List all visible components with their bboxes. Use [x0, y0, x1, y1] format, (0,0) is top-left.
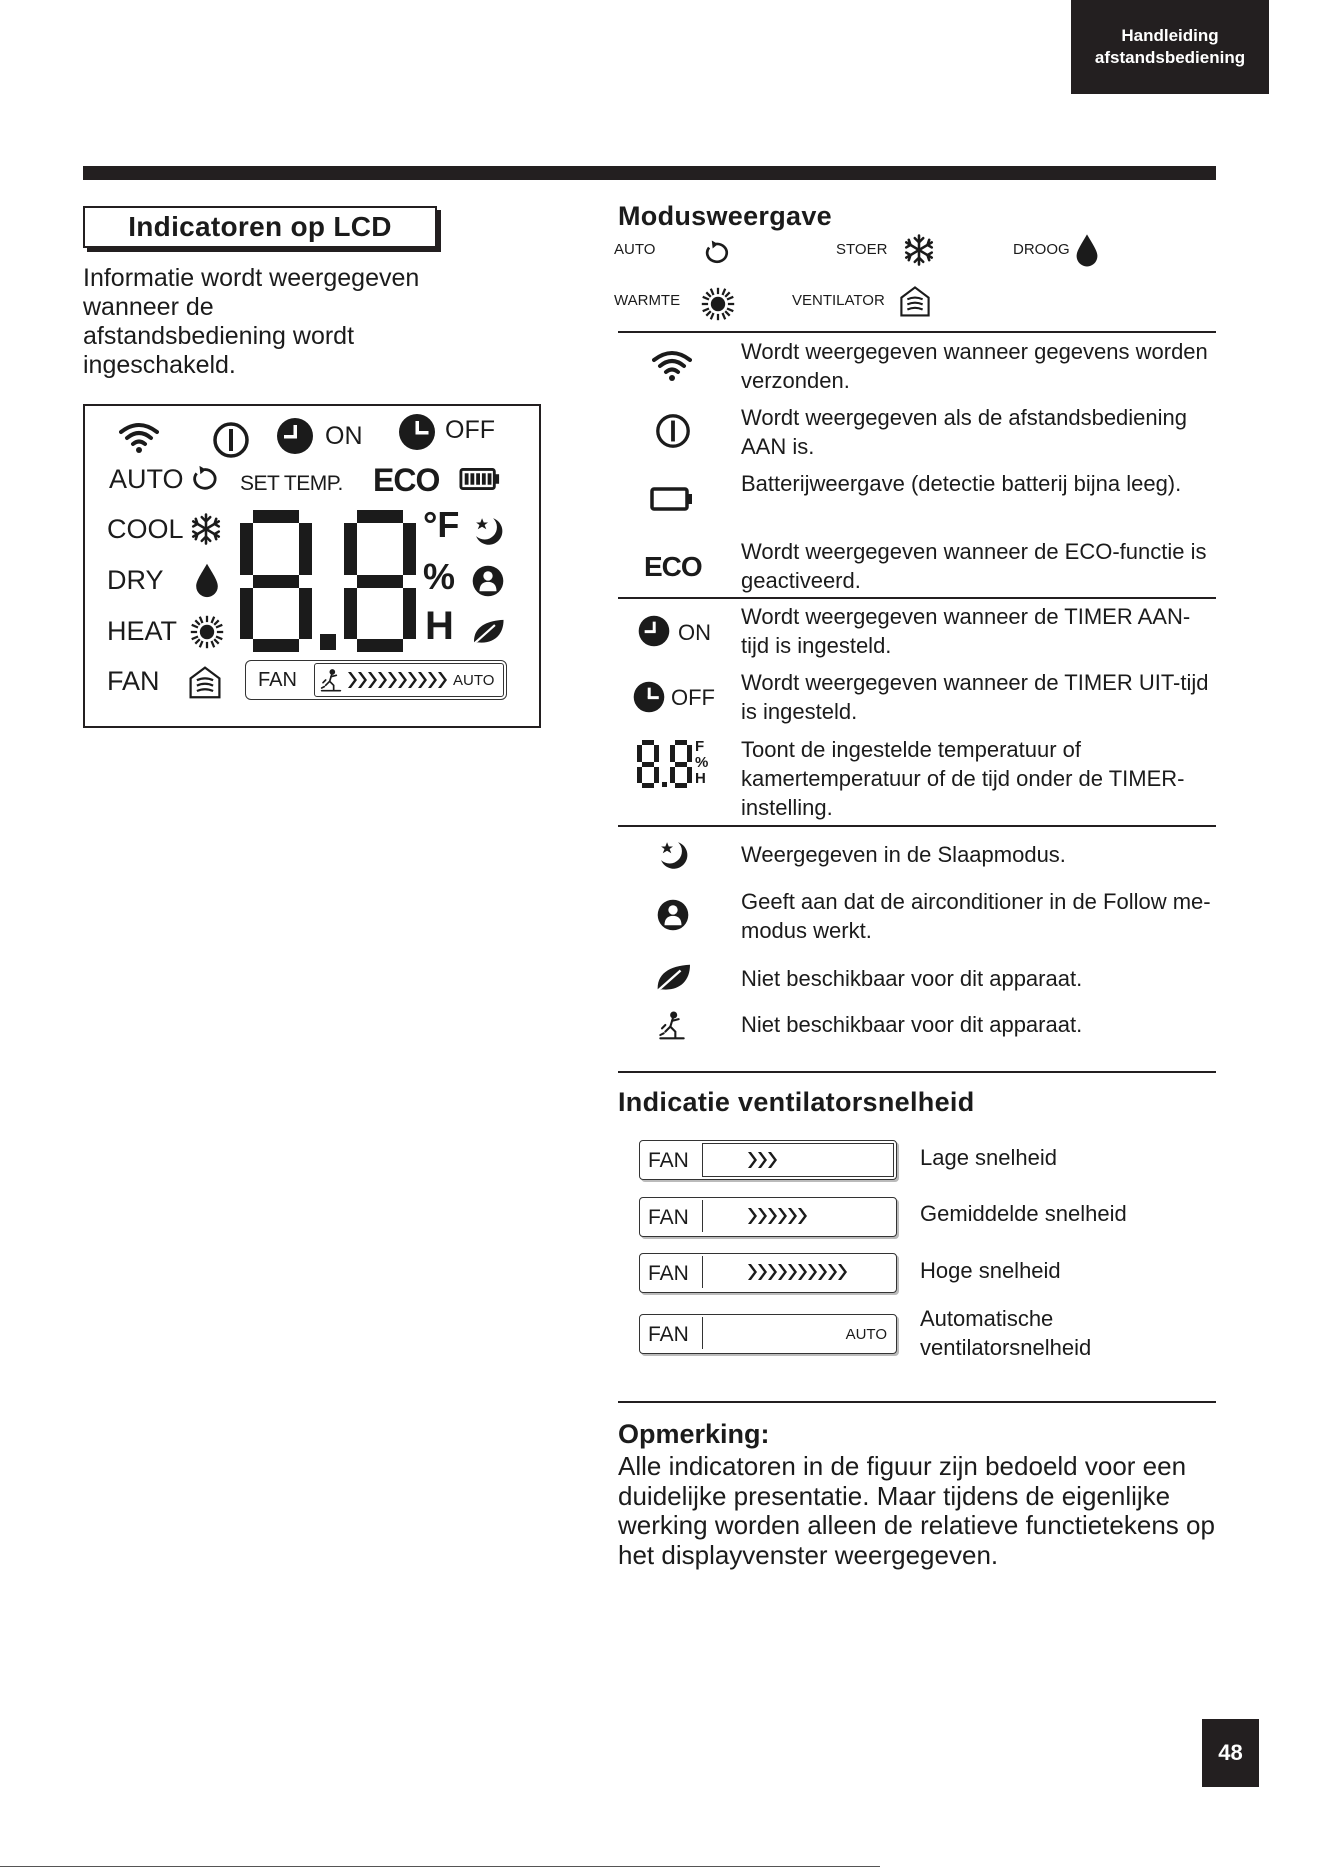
lcd-intro-text: Informatie wordt weergegeven wanneer de afstandsbediening wordt ingeschakeld.	[83, 264, 420, 379]
lcd-fan-bar	[245, 660, 507, 700]
header-line-2: afstandsbediening	[1094, 48, 1246, 67]
mode-droog-label: DROOG	[1013, 241, 1070, 258]
chevron-icon	[827, 1262, 837, 1282]
chevron-icon	[777, 1262, 787, 1282]
lcd-fan-label: FAN	[107, 666, 160, 696]
mini-unit-glyph: H	[695, 770, 706, 787]
timer-off-label: OFF	[671, 685, 715, 710]
drop-icon	[193, 562, 221, 598]
chevron-icon	[747, 1150, 757, 1170]
digit-segment	[240, 523, 253, 575]
chevron-icon	[757, 1150, 767, 1170]
note-body: Alle indicatoren in de figuur zijn bedoeld voor een duidelijke presentatie. Maar tijdens de eigenlijke werking worden alleen de relatieve functietekens op het displayvenster weergegeven.	[618, 1451, 1215, 1570]
mode-stoer-label: STOER	[836, 241, 888, 258]
power-icon	[211, 420, 251, 460]
person-icon	[319, 668, 343, 692]
lcd-dry-label: DRY	[107, 565, 164, 595]
sun-icon	[700, 286, 736, 322]
battery-full-icon	[459, 466, 501, 492]
lcd-fan-track	[314, 663, 504, 697]
fan-bar-label: FAN	[648, 1262, 689, 1285]
indicator-desc-digits: Toont de ingestelde temperatuur of kamertemperatuur of de tijd onder de TIMER-instelling.	[741, 737, 1185, 820]
indicator-desc-wifi: Wordt weergegeven wanneer gegevens worden verzonden.	[741, 339, 1208, 393]
sleep-icon	[471, 514, 505, 548]
digit-segment	[357, 575, 403, 588]
lcd-cool-label: COOL	[107, 514, 184, 544]
fan-bar-track	[702, 1200, 893, 1232]
digit-segment	[675, 740, 687, 745]
power-icon	[654, 412, 692, 450]
fan-bar-auto-label: AUTO	[845, 1326, 887, 1343]
chevron-icon	[367, 670, 377, 690]
digit-decimal-point	[320, 634, 336, 650]
wifi-icon	[652, 348, 692, 382]
chevron-icon	[357, 670, 367, 690]
chevron-icon	[777, 1206, 787, 1226]
digit-segment	[654, 767, 659, 784]
chevron-icon	[757, 1206, 767, 1226]
person-icon	[657, 1008, 687, 1042]
chevron-icon	[757, 1262, 767, 1282]
chevron-icon	[767, 1262, 777, 1282]
auto-mode-icon	[702, 238, 734, 266]
mini-unit-glyph: F	[695, 738, 705, 755]
digit-segment	[344, 523, 357, 575]
manual-header-tab	[1071, 0, 1269, 94]
chevron-icon	[417, 670, 427, 690]
fan-speed-bar	[639, 1253, 897, 1293]
fan-bar-track	[702, 1256, 893, 1288]
eco-icon: ECO	[644, 551, 702, 582]
digit-segment	[637, 745, 642, 762]
lcd-unit-h: H	[425, 604, 454, 648]
digit-segment	[654, 745, 659, 762]
chevron-icon	[427, 670, 437, 690]
lcd-unit-percent: %	[423, 556, 456, 597]
top-divider	[83, 166, 1216, 180]
drop-icon	[1074, 232, 1100, 268]
digit-segment	[687, 767, 692, 784]
chevron-icon	[347, 670, 357, 690]
mode-auto-label: AUTO	[614, 241, 656, 258]
chevron-icon	[747, 1262, 757, 1282]
chevron-icon	[797, 1206, 807, 1226]
digit-segment	[299, 523, 312, 575]
note-title: Opmerking:	[618, 1419, 770, 1449]
digit-segment	[637, 767, 642, 784]
lcd-auto-label: AUTO	[109, 464, 184, 494]
fan-bar-track	[702, 1143, 894, 1177]
table-rule	[618, 825, 1216, 827]
fan-speed-bar	[639, 1140, 897, 1180]
lcd-heat-label: HEAT	[107, 616, 178, 646]
lcd-fan-bar-label: FAN	[258, 669, 297, 691]
mode-warmte-label: WARMTE	[614, 292, 681, 309]
lcd-panel-illustration	[83, 404, 541, 728]
mode-ventilator-label: VENTILATOR	[792, 292, 885, 309]
sleep-icon	[656, 838, 690, 872]
lcd-unit-f: °F	[423, 504, 460, 545]
page-number: 48	[1202, 1719, 1259, 1787]
digit-segment	[675, 762, 687, 767]
sun-icon	[189, 614, 225, 650]
chevron-icon	[837, 1262, 847, 1282]
indicator-desc-timer-on: Wordt weergegeven wanneer de TIMER AAN-tijd is ingesteld.	[741, 604, 1191, 658]
segment-digits-8-8	[240, 510, 422, 652]
lcd-on-label: ON	[325, 422, 363, 450]
indicator-desc-person: Niet beschikbaar voor dit apparaat.	[741, 1012, 1083, 1037]
lcd-eco-label: ECO	[373, 462, 440, 498]
digit-decimal-point	[662, 782, 667, 787]
leaf-icon	[652, 961, 694, 995]
chevron-icon	[767, 1150, 777, 1170]
timer-off-icon	[632, 680, 666, 714]
digit-segment	[687, 745, 692, 762]
footer-line	[0, 1866, 880, 1867]
timer-off-icon	[397, 412, 437, 452]
fan-bar-label: FAN	[648, 1149, 689, 1172]
digit-segment	[670, 745, 675, 762]
chevron-icon	[407, 670, 417, 690]
fan-house-icon	[187, 664, 223, 700]
indicator-desc-leaf: Niet beschikbaar voor dit apparaat.	[741, 966, 1083, 991]
lcd-section-heading: Indicatoren op LCD	[83, 206, 437, 248]
fan-speed-label-auto: Automatische ventilatorsnelheid	[920, 1306, 1092, 1360]
digit-segment	[253, 639, 299, 652]
timer-on-icon	[275, 416, 315, 456]
digit-segment	[642, 783, 654, 788]
table-rule	[618, 1071, 1216, 1073]
chevron-icon	[787, 1262, 797, 1282]
chevron-icon	[377, 670, 387, 690]
digit-segment	[253, 575, 299, 588]
digit-segment	[670, 767, 675, 784]
digits-icon	[637, 740, 709, 790]
mode-section-title: Modusweergave	[618, 201, 832, 231]
fan-speed-bar	[639, 1314, 897, 1354]
fan-speed-title: Indicatie ventilatorsnelheid	[618, 1087, 975, 1117]
indicator-desc-power: Wordt weergegeven als de afstandsbediening AAN is.	[741, 405, 1188, 459]
header-line-1: Handleiding	[1121, 26, 1219, 45]
digit-segment	[357, 510, 403, 523]
chevron-icon	[437, 670, 447, 690]
timer-on-label: ON	[678, 620, 711, 645]
fan-speed-label-low: Lage snelheid	[920, 1145, 1058, 1170]
timer-on-icon	[637, 614, 671, 648]
battery-icon	[650, 486, 694, 512]
fan-speed-label-high: Hoge snelheid	[920, 1258, 1061, 1283]
digit-segment	[642, 740, 654, 745]
note-divider	[618, 1401, 1216, 1403]
snowflake-icon	[902, 232, 936, 268]
snowflake-icon	[189, 512, 223, 546]
indicator-desc-sleep: Weergegeven in de Slaapmodus.	[741, 842, 1066, 867]
lcd-off-label: OFF	[445, 416, 495, 444]
chevron-icon	[787, 1206, 797, 1226]
table-rule	[618, 331, 1216, 333]
digit-segment	[403, 523, 416, 575]
indicator-desc-follow-me: Geeft aan dat de airconditioner in de Follow me-modus werkt.	[741, 889, 1211, 943]
digit-segment	[357, 639, 403, 652]
follow-me-icon	[471, 564, 505, 598]
chevron-icon	[807, 1262, 817, 1282]
follow-me-icon	[656, 898, 690, 932]
chevron-icon	[797, 1262, 807, 1282]
table-rule	[618, 597, 1216, 599]
digit-segment	[675, 783, 687, 788]
wifi-icon	[119, 420, 159, 454]
lcd-fan-auto: AUTO	[453, 672, 495, 689]
fan-bar-label: FAN	[648, 1323, 689, 1346]
digit-segment	[642, 762, 654, 767]
chevron-icon	[817, 1262, 827, 1282]
digit-segment	[299, 588, 312, 640]
digit-segment	[403, 588, 416, 640]
fan-bar-track	[702, 1317, 893, 1349]
lcd-fan-chevrons	[347, 670, 447, 690]
fan-speed-label-medium: Gemiddelde snelheid	[920, 1201, 1127, 1226]
lcd-set-temp-label: SET TEMP.	[240, 472, 343, 495]
chevron-icon	[767, 1206, 777, 1226]
chevron-icon	[387, 670, 397, 690]
mini-unit-glyph: %	[695, 754, 709, 771]
digit-segment	[253, 510, 299, 523]
digit-segment	[240, 588, 253, 640]
fan-house-icon	[898, 284, 932, 318]
chevron-icon	[747, 1206, 757, 1226]
leaf-icon	[469, 616, 507, 648]
digit-segment	[344, 588, 357, 640]
indicator-desc-eco: Wordt weergegeven wanneer de ECO-functie is geactiveerd.	[741, 539, 1207, 593]
fan-speed-bar	[639, 1197, 897, 1237]
indicator-desc-battery: Batterijweergave (detectie batterij bijna leeg).	[741, 471, 1182, 496]
fan-bar-label: FAN	[648, 1206, 689, 1229]
auto-mode-icon	[189, 464, 223, 492]
chevron-icon	[397, 670, 407, 690]
indicator-desc-timer-off: Wordt weergegeven wanneer de TIMER UIT-tijd is ingesteld.	[741, 670, 1209, 724]
